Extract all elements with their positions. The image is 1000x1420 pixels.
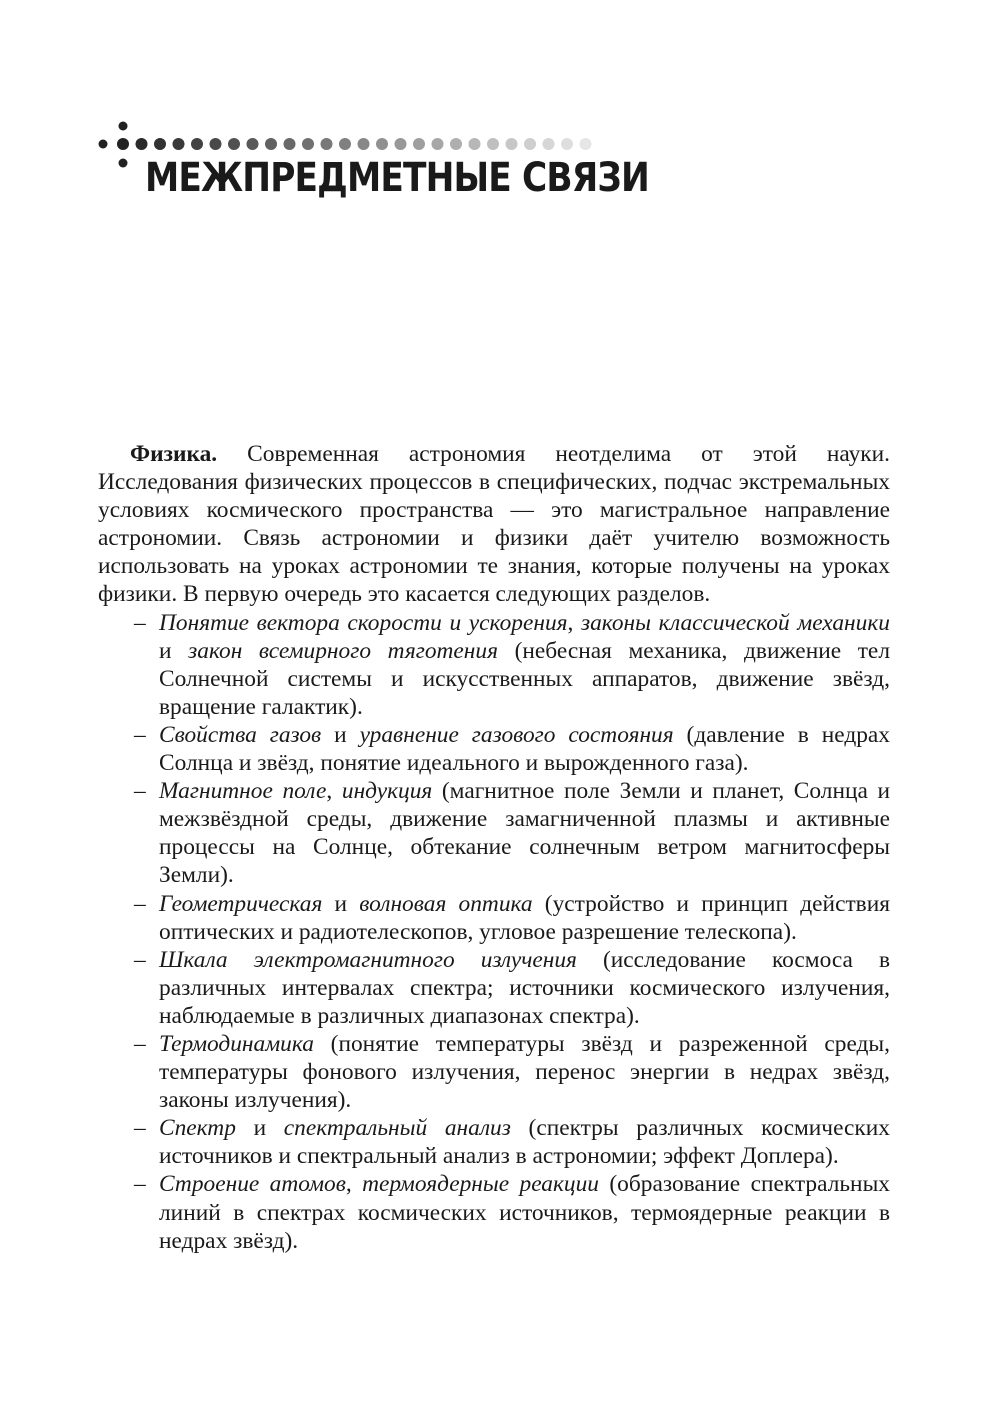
topic-term: спектральный анализ [283, 1115, 511, 1142]
ornament-dot [469, 138, 481, 150]
topic-connector: и [159, 637, 189, 664]
list-dash: – [134, 1030, 146, 1057]
topic-term: Термодинамика [159, 1030, 314, 1057]
topic-term: индукция [341, 778, 433, 805]
topic-connector: , [345, 1171, 363, 1198]
chapter-title: МЕЖПРЕДМЕТНЫЕ СВЯЗИ [145, 155, 649, 201]
list-item [98, 1170, 890, 1254]
topic-term: законы классической механики [580, 609, 890, 636]
topic-term: уравнение газового состояния [359, 721, 674, 748]
intro-paragraph [98, 440, 890, 609]
topic-description: (образование спектральных линий в спектрах космических источников, термоядерные реакции в недрах звёзд). [159, 1171, 890, 1254]
topic-term: Магнитное поле [159, 778, 327, 805]
ornament-dot [358, 138, 370, 150]
ornament-dot [119, 159, 128, 168]
list-dash: – [134, 1115, 146, 1142]
ornament-dot [117, 138, 129, 150]
list-dash: – [134, 778, 146, 805]
list-item [98, 721, 890, 777]
list-item [98, 946, 890, 1030]
list-dash: – [134, 1171, 146, 1198]
ornament-dot [413, 138, 425, 150]
topic-term: Свойства газов [159, 721, 322, 748]
topic-description: (понятие температуры звёзд и разреженной среды, температуры фонового излучения, перенос энергии в недрах звёзд, законы излучения). [159, 1030, 890, 1114]
list-item [98, 1114, 890, 1170]
list-item [98, 777, 890, 889]
topic-term: термоядерные реакции [362, 1171, 599, 1198]
topic-term: Геометрическая [159, 890, 323, 917]
topic-connector: и [322, 890, 360, 917]
ornament-dot [395, 138, 407, 150]
ornament-dot [136, 138, 148, 150]
topic-term: Спектр [159, 1115, 236, 1142]
list-item [98, 609, 890, 721]
topic-connector: и [321, 721, 360, 748]
ornament-dot [228, 138, 240, 150]
topic-term: Понятие вектора скорости и ускорения [159, 609, 568, 636]
ornament-dot [561, 138, 573, 150]
topic-connector: , [326, 778, 342, 805]
topic-description: (небесная механика, движение тел Солнечной системы и искусственных аппаратов, движение звёзд, вращение галактик). [159, 637, 890, 720]
ornament-dot [247, 138, 259, 150]
ornament-dot [173, 138, 185, 150]
list-dash: – [134, 609, 146, 636]
ornament-dot [376, 138, 388, 150]
list-dash: – [134, 721, 146, 748]
ornament-dot [339, 138, 351, 150]
list-dash: – [134, 890, 146, 917]
topics-list [98, 609, 890, 1255]
topic-term: волновая оптика [359, 890, 533, 917]
topic-term: Шкала электромагнитного излучения [159, 946, 577, 973]
topic-connector: и [235, 1115, 284, 1142]
body-text [98, 440, 890, 1255]
ornament-dot [284, 138, 296, 150]
intro-text: Современная астрономия неотделима от этой науки. Исследования физических процессов в специфических, подчас экстремальных условиях космического пространства — это магистральное направление астрономии. Связь астрономии и физики даёт учителю возможность использовать на уроках астрономии те знания, которые получены на уроках физики. В первую очередь это касается следующих разделов. [98, 441, 890, 608]
ornament-dot [487, 138, 499, 150]
intro-lead: Физика. [130, 441, 218, 467]
list-item [98, 1030, 890, 1114]
ornament-dot [450, 138, 462, 150]
topic-description: (устройство и принцип действия оптических и радиотелескопов, угловое разрешение телескопа). [159, 890, 890, 945]
ornament-dot [543, 138, 555, 150]
ornament-dot [302, 138, 314, 150]
ornament-dot [506, 138, 518, 150]
ornament-dot [119, 122, 128, 131]
topic-description: (спектры различных космических источников и спектральный анализ в астрономии; эффект Доплера). [159, 1115, 890, 1170]
topic-connector: , [567, 609, 581, 636]
ornament-dot [265, 138, 277, 150]
topic-description: (магнитное поле Земли и планет, Солнца и межзвёздной среды, движение замагниченной плазмы и активные процессы на Солнце, обтекание солнечным ветром магнитосферы Земли). [159, 778, 890, 889]
topic-term: закон всемирного тяготения [188, 637, 498, 664]
ornament-dot [210, 138, 222, 150]
topic-description: (давление в недрах Солнца и звёзд, понятие идеального и вырожденного газа). [159, 721, 890, 777]
ornament-dot [321, 138, 333, 150]
ornament-dot [432, 138, 444, 150]
topic-term: Строение атомов [159, 1171, 346, 1198]
ornament-dot [580, 138, 592, 150]
ornament-dot [191, 138, 203, 150]
ornament-dot [99, 140, 108, 149]
ornament-dot [524, 138, 536, 150]
ornament-dot [154, 138, 166, 150]
list-item [98, 890, 890, 946]
list-dash: – [134, 946, 146, 973]
topic-description: (исследование космоса в различных интервалах спектра; источники космического излучения, наблюдаемые в различных диапазонах спектра). [159, 946, 891, 1029]
